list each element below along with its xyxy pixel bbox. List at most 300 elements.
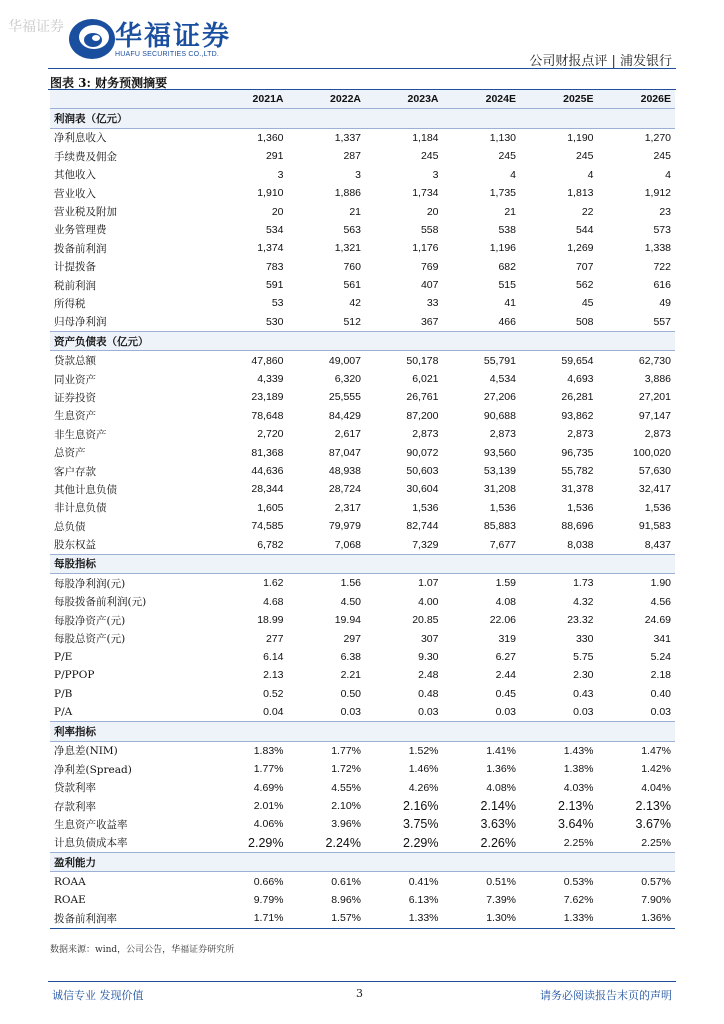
value-cell: 42 [349, 297, 361, 310]
value-cell: 245 [575, 150, 594, 163]
value-cell: 1.71% [210, 909, 288, 928]
value-cell: 30,604 [406, 483, 439, 496]
value-cell: 1.83% [253, 744, 284, 757]
value-cell: 2.29% [248, 835, 284, 850]
table-row [50, 611, 675, 629]
value-cell: 530 [265, 315, 284, 328]
value-cell: 1,270 [644, 131, 671, 144]
value-cell: 1.56 [340, 577, 361, 590]
value-cell: 28,724 [328, 483, 361, 496]
value-cell: 1.30% [443, 909, 521, 928]
value-cell: 2.29% [403, 835, 439, 850]
value-cell: 1.47% [641, 744, 671, 757]
table-row [50, 462, 675, 480]
value-cell: 1.62 [263, 577, 284, 590]
value-cell: 49 [659, 297, 671, 310]
value-cell: 1.36% [598, 909, 676, 928]
value-cell: 48,938 [328, 465, 361, 477]
table-row [50, 760, 675, 778]
row-label: 税前利润 [54, 279, 96, 292]
brand-name: 华福证券 [115, 21, 231, 52]
value-cell: 2.26% [480, 835, 516, 850]
section-header-row [50, 853, 675, 872]
row-label: 拨备前利润 [54, 242, 107, 255]
row-label: 拨备前利润率 [50, 909, 210, 928]
value-cell: 45 [581, 297, 594, 310]
value-cell: 87,047 [328, 446, 361, 459]
value-cell: 9.79% [253, 893, 284, 906]
value-cell: 1,176 [412, 242, 439, 255]
value-cell: 6.38 [340, 650, 361, 663]
value-cell: 33 [426, 297, 439, 310]
row-label: 所得税 [54, 297, 86, 310]
section-title: 盈利能力 [50, 853, 675, 872]
value-cell: 4.56 [650, 595, 671, 608]
table-row [50, 872, 675, 891]
value-cell: 0.40 [650, 687, 671, 700]
table-body [50, 109, 675, 928]
value-cell: 26,761 [406, 391, 439, 404]
value-cell: 84,429 [328, 409, 361, 422]
value-cell: 245 [420, 150, 439, 163]
value-cell: 3 [355, 168, 361, 181]
value-cell: 1,813 [567, 187, 594, 200]
financial-forecast-table [50, 90, 675, 929]
value-cell: 9.30 [418, 650, 439, 663]
value-cell: 591 [265, 279, 284, 292]
value-cell: 707 [575, 260, 594, 273]
value-cell: 291 [265, 150, 284, 163]
value-cell: 2.48 [418, 669, 439, 682]
value-cell: 2.14% [480, 799, 516, 814]
value-cell: 1.52% [408, 744, 439, 757]
value-cell: 1,337 [334, 131, 361, 144]
value-cell: 1.77% [331, 744, 361, 757]
value-cell: 1.41% [486, 744, 516, 757]
value-cell: 7.62% [563, 893, 594, 906]
table-row [50, 276, 675, 294]
value-cell: 769 [420, 260, 439, 273]
value-cell: 50,603 [406, 465, 439, 477]
value-cell: 3.67% [635, 817, 671, 832]
section-title: 资产负债表（亿元） [50, 332, 675, 351]
value-cell: 41 [504, 297, 516, 310]
value-cell: 2.44 [495, 669, 516, 682]
value-cell: 1.07 [418, 577, 439, 590]
row-label: 净利息收入 [54, 132, 107, 145]
value-cell: 534 [265, 223, 284, 236]
value-cell: 1.42% [641, 763, 671, 776]
table-row [50, 629, 675, 647]
value-cell: 82,744 [406, 520, 439, 533]
value-cell: 1,190 [567, 131, 594, 144]
value-cell: 21 [349, 205, 361, 218]
value-cell: 0.61% [331, 875, 361, 888]
value-cell: 6,320 [334, 373, 361, 386]
row-label: 手续费及佣金 [54, 150, 117, 163]
value-cell: 4.06% [253, 818, 284, 831]
table-row [50, 797, 675, 815]
value-cell: 2.13% [635, 799, 671, 814]
value-cell: 57,630 [638, 465, 671, 477]
value-cell: 4 [510, 168, 516, 181]
value-cell: 0.03 [418, 706, 439, 719]
value-cell: 23.32 [567, 614, 594, 627]
value-cell: 49,007 [328, 354, 361, 367]
value-cell: 0.48 [418, 687, 439, 700]
value-cell: 1,269 [567, 242, 594, 255]
value-cell: 515 [498, 279, 516, 292]
value-cell: 3.96% [331, 818, 361, 831]
value-cell: 0.03 [495, 706, 516, 719]
value-cell: 561 [343, 279, 361, 292]
row-label: P/A [54, 706, 73, 719]
value-cell: 100,020 [633, 446, 671, 459]
value-cell: 2,720 [257, 428, 284, 441]
value-cell: 0.66% [253, 875, 284, 888]
section-header-row [50, 554, 675, 573]
value-cell: 4 [665, 168, 671, 181]
header-report-type: 公司财报点评 | 浦发银行 [529, 54, 672, 69]
value-cell: 2.24% [325, 835, 361, 850]
value-cell: 1,536 [644, 501, 671, 514]
value-cell: 1,536 [412, 501, 439, 514]
row-label: 贷款总额 [54, 355, 96, 368]
row-label: 证券投资 [54, 391, 96, 404]
value-cell: 1.38% [563, 763, 594, 776]
header-blank [50, 90, 210, 109]
value-cell: 88,696 [561, 520, 594, 533]
row-label: 非计息负债 [54, 502, 107, 515]
value-cell: 81,368 [251, 446, 284, 459]
value-cell: 287 [343, 150, 361, 163]
value-cell: 4.00 [418, 595, 439, 608]
row-label: 业务管理费 [54, 224, 107, 237]
header-divider [48, 68, 676, 69]
value-cell: 23 [659, 205, 671, 218]
table-row [50, 239, 675, 257]
value-cell: 245 [498, 150, 516, 163]
value-cell: 93,560 [483, 446, 516, 459]
value-cell: 538 [498, 223, 516, 236]
value-cell: 53 [271, 297, 284, 310]
row-label: 营业税及附加 [54, 206, 117, 219]
row-label: 每股净利润(元) [54, 577, 126, 590]
section-header-row [50, 722, 675, 741]
value-cell: 7,068 [334, 538, 361, 551]
row-label: ROAE [54, 893, 86, 906]
value-cell: 330 [575, 632, 594, 645]
row-label: 总负债 [54, 520, 86, 533]
value-cell: 74,585 [251, 520, 284, 533]
row-label: P/PPOP [54, 669, 95, 682]
figure-title: 图表 3: 财务预测摘要 [50, 76, 168, 90]
value-cell: 0.41% [408, 875, 439, 888]
value-cell: 722 [653, 260, 671, 273]
value-cell: 0.04 [263, 706, 284, 719]
value-cell: 2.30 [573, 669, 594, 682]
value-cell: 2.01% [253, 800, 284, 813]
column-header: 2024E [443, 90, 521, 109]
row-label: 营业收入 [54, 187, 96, 200]
value-cell: 2.25% [563, 836, 594, 849]
footer-divider [48, 981, 676, 982]
value-cell: 760 [343, 260, 361, 273]
value-cell: 97,147 [638, 409, 671, 422]
value-cell: 4.69% [253, 781, 284, 794]
value-cell: 563 [343, 223, 361, 236]
row-label: 非生息资产 [54, 428, 107, 441]
row-label: 计息负债成本率 [54, 837, 128, 850]
value-cell: 4,339 [257, 373, 284, 386]
table-row [50, 741, 675, 760]
value-cell: 1,886 [334, 187, 361, 200]
value-cell: 31,208 [483, 483, 516, 496]
table-row [50, 535, 675, 554]
value-cell: 78,648 [251, 409, 284, 422]
value-cell: 2,617 [334, 428, 361, 441]
row-label: 生息资产收益率 [54, 818, 128, 831]
value-cell: 90,688 [483, 409, 516, 422]
value-cell: 5.24 [650, 650, 671, 663]
logo-swirl-icon [66, 12, 118, 64]
value-cell: 44,636 [251, 465, 284, 477]
value-cell: 55,791 [483, 354, 516, 367]
value-cell: 3.75% [403, 817, 439, 832]
table-row [50, 443, 675, 461]
section-title: 利润表（亿元） [50, 109, 675, 128]
value-cell: 2.16% [403, 799, 439, 814]
column-header: 2026E [598, 90, 676, 109]
value-cell: 319 [498, 632, 516, 645]
table-row [50, 388, 675, 406]
value-cell: 1,374 [257, 242, 284, 255]
value-cell: 1,196 [489, 242, 516, 255]
value-cell: 1,338 [644, 242, 671, 255]
table-row [50, 351, 675, 370]
value-cell: 4.08% [486, 781, 516, 794]
value-cell: 0.03 [650, 706, 671, 719]
watermark: 华福证券 [8, 19, 64, 35]
value-cell: 4,693 [567, 373, 594, 386]
value-cell: 0.03 [573, 706, 594, 719]
data-source-note: 数据来源：wind，公司公告，华福证券研究所 [50, 945, 235, 955]
section-header-row [50, 109, 675, 128]
value-cell: 6.14 [263, 650, 284, 663]
value-cell: 3 [277, 168, 284, 181]
value-cell: 53,139 [483, 465, 516, 477]
value-cell: 4.03% [563, 781, 594, 794]
table-row [50, 685, 675, 703]
value-cell: 31,378 [561, 483, 594, 496]
row-label: 每股总资产(元) [54, 633, 126, 646]
table-row [50, 574, 675, 593]
value-cell: 2.13 [263, 669, 284, 682]
value-cell: 1.72% [331, 763, 361, 776]
value-cell: 1.59 [495, 577, 516, 590]
table-row [50, 480, 675, 498]
value-cell: 93,862 [561, 409, 594, 422]
value-cell: 4.55% [331, 781, 361, 794]
value-cell: 2.25% [641, 836, 671, 849]
value-cell: 47,860 [251, 354, 284, 367]
value-cell: 616 [653, 279, 671, 292]
table-row [50, 834, 675, 853]
row-label: 净利差(Spread) [54, 763, 132, 776]
value-cell: 32,417 [638, 483, 671, 496]
value-cell: 55,782 [561, 465, 594, 477]
row-label: 存款利率 [54, 800, 96, 813]
value-cell: 20 [426, 205, 439, 218]
value-cell: 0.50 [340, 687, 361, 700]
column-header: 2025E [520, 90, 598, 109]
value-cell: 4.68 [263, 595, 284, 608]
value-cell: 557 [653, 315, 671, 328]
value-cell: 341 [653, 632, 671, 645]
value-cell: 0.51% [486, 875, 516, 888]
table-header-row [50, 90, 675, 109]
value-cell: 20.85 [412, 614, 439, 627]
value-cell: 508 [575, 315, 594, 328]
section-title: 每股指标 [50, 554, 675, 573]
value-cell: 2.13% [558, 799, 594, 814]
table-row [50, 147, 675, 165]
row-label: 归母净利润 [54, 316, 107, 329]
value-cell: 0.45 [495, 687, 516, 700]
value-cell: 8,038 [567, 538, 594, 551]
value-cell: 2,873 [644, 428, 671, 441]
value-cell: 7,677 [489, 538, 516, 551]
value-cell: 573 [653, 223, 671, 236]
value-cell: 0.03 [340, 706, 361, 719]
table-row [50, 593, 675, 611]
value-cell: 7,329 [412, 538, 439, 551]
value-cell: 3,886 [644, 373, 671, 386]
value-cell: 245 [653, 150, 671, 163]
row-label: 其他计息负债 [54, 483, 117, 496]
value-cell: 26,281 [561, 391, 594, 404]
value-cell: 0.52 [263, 687, 284, 700]
value-cell: 4,534 [489, 373, 516, 386]
value-cell: 0.53% [563, 875, 594, 888]
footer-disclaimer: 请务必阅读报告末页的声明 [540, 989, 672, 1002]
value-cell: 1,536 [489, 501, 516, 514]
value-cell: 1,912 [644, 187, 671, 200]
value-cell: 4 [587, 168, 594, 181]
value-cell: 1.90 [650, 577, 671, 590]
table-row [50, 294, 675, 312]
value-cell: 23,189 [251, 391, 284, 404]
table-row [50, 703, 675, 722]
value-cell: 1,734 [412, 187, 439, 200]
value-cell: 1,910 [257, 187, 284, 200]
row-label: 生息资产 [54, 410, 96, 423]
value-cell: 544 [575, 223, 594, 236]
value-cell: 4.32 [573, 595, 594, 608]
value-cell: 1,321 [334, 242, 361, 255]
value-cell: 8,437 [644, 538, 671, 551]
value-cell: 367 [420, 315, 439, 328]
value-cell: 1,605 [257, 501, 284, 514]
value-cell: 21 [504, 205, 516, 218]
row-label: 股东权益 [54, 539, 96, 552]
value-cell: 18.99 [257, 614, 284, 627]
table-row [50, 778, 675, 796]
table-row [50, 202, 675, 220]
value-cell: 59,654 [561, 354, 594, 367]
value-cell: 8.96% [331, 893, 361, 906]
value-cell: 27,201 [638, 391, 671, 404]
value-cell: 0.57% [641, 875, 671, 888]
column-header: 2021A [210, 90, 288, 109]
value-cell: 90,072 [406, 446, 439, 459]
column-header: 2022A [288, 90, 366, 109]
value-cell: 1,184 [412, 131, 439, 144]
row-label: 每股拨备前利润(元) [54, 596, 147, 609]
table-row [50, 666, 675, 684]
table-row [50, 313, 675, 332]
table-row [50, 407, 675, 425]
page-number: 3 [356, 987, 363, 1000]
value-cell: 85,883 [483, 520, 516, 533]
table-row [50, 184, 675, 202]
value-cell: 4.26% [408, 781, 439, 794]
value-cell: 1.33% [520, 909, 598, 928]
value-cell: 22.06 [489, 614, 516, 627]
row-label: ROAA [54, 875, 86, 888]
value-cell: 512 [343, 315, 361, 328]
value-cell: 3.63% [480, 817, 516, 832]
value-cell: 307 [420, 632, 439, 645]
table-row [50, 815, 675, 833]
row-label: 净息差(NIM) [54, 745, 118, 758]
value-cell: 20 [271, 205, 284, 218]
value-cell: 1.33% [365, 909, 443, 928]
brand-name-en: HUAFU SECURITIES CO.,LTD. [115, 51, 220, 58]
table-row [50, 891, 675, 909]
value-cell: 2,317 [334, 501, 361, 514]
table-row [50, 425, 675, 443]
value-cell: 1.36% [486, 763, 516, 776]
value-cell: 2,873 [567, 428, 594, 441]
row-label: 贷款利率 [54, 782, 96, 795]
value-cell: 1.57% [288, 909, 366, 928]
row-label: P/B [54, 687, 73, 700]
value-cell: 6.27 [495, 650, 516, 663]
value-cell: 87,200 [406, 409, 439, 422]
value-cell: 558 [420, 223, 439, 236]
value-cell: 3 [432, 168, 439, 181]
value-cell: 24.69 [644, 614, 671, 627]
value-cell: 1,536 [567, 501, 594, 514]
table-row [50, 909, 675, 928]
value-cell: 1,360 [257, 131, 284, 144]
value-cell: 4.50 [340, 595, 361, 608]
value-cell: 2.10% [331, 800, 361, 813]
row-label: 每股净资产(元) [54, 614, 126, 627]
value-cell: 4.04% [641, 781, 671, 794]
column-header: 2023A [365, 90, 443, 109]
row-label: 客户存款 [54, 465, 96, 478]
value-cell: 19.94 [334, 614, 361, 627]
value-cell: 1.73 [573, 577, 594, 590]
row-label: 其他收入 [54, 169, 96, 182]
value-cell: 1,735 [489, 187, 516, 200]
value-cell: 562 [575, 279, 594, 292]
footer-slogan: 诚信专业 发现价值 [52, 989, 144, 1002]
table-row [50, 370, 675, 388]
table-row [50, 166, 675, 184]
